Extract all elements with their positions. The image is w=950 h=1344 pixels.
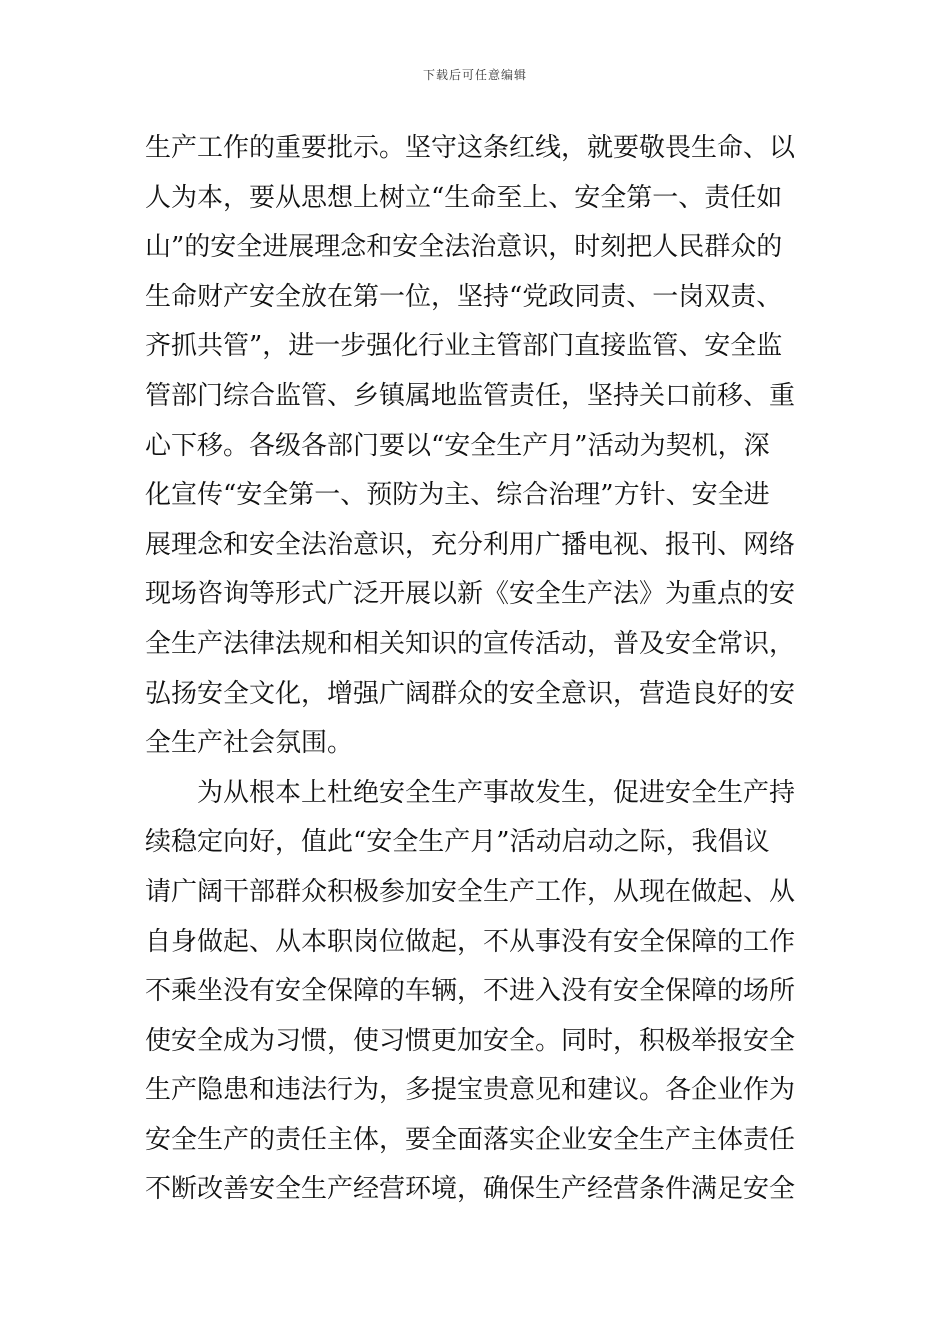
- text-line: 生产隐患和违法行为，多提宝贵意见和建议。各企业作为: [145, 1075, 796, 1106]
- text-line: 现场咨询等形式广泛开展以新《安全生产法》为重点的安: [145, 579, 796, 610]
- text-line: 不乘坐没有安全保障的车辆，不进入没有安全保障的场所: [145, 976, 796, 1007]
- text-line: 生命财产安全放在第一位，坚持“党政同责、一岗双责、: [145, 281, 783, 312]
- text-line: 自身做起、从本职岗位做起，不从事没有安全保障的工作: [145, 926, 796, 957]
- text-line: 人为本，要从思想上树立“生命至上、安全第一、责任如: [145, 182, 783, 213]
- text-line: 全生产社会氛围。: [145, 728, 354, 759]
- text-line: 不断改善安全生产经营环境，确保生产经营条件满足安全: [145, 1174, 796, 1205]
- text-line: 为从根本上杜绝安全生产事故发生，促进安全生产持: [197, 777, 796, 808]
- text-line: 展理念和安全法治意识，充分利用广播电视、报刊、网络: [145, 529, 796, 560]
- text-line: 山”的安全进展理念和安全法治意识，时刻把人民群众的: [145, 232, 783, 263]
- text-line: 续稳定向好，值此“安全生产月”活动启动之际，我倡议: [145, 827, 770, 858]
- text-line: 管部门综合监管、乡镇属地监管责任，坚持关口前移、重: [145, 380, 796, 411]
- text-line: 化宣传“安全第一、预防为主、综合治理”方针、安全进: [145, 480, 770, 511]
- text-line: 请广阔干部群众积极参加安全生产工作，从现在做起、从: [145, 876, 796, 907]
- text-line: 安全生产的责任主体，要全面落实企业安全生产主体责任: [145, 1124, 796, 1155]
- text-line: 心下移。各级各部门要以“安全生产月”活动为契机，深: [145, 430, 770, 461]
- document-body: [145, 124, 810, 1215]
- header-note: 下载后可任意编辑: [422, 68, 527, 82]
- text-line: 使安全成为习惯，使习惯更加安全。同时，积极举报安全: [145, 1025, 796, 1056]
- text-line: 生产工作的重要批示。坚守这条红线，就要敬畏生命、以: [145, 133, 796, 163]
- text-line: 齐抓共管”，进一步强化行业主管部门直接监管、安全监: [145, 331, 783, 362]
- text-line: 全生产法律法规和相关知识的宣传活动，普及安全常识，: [145, 628, 796, 659]
- text-line: 弘扬安全文化，增强广阔群众的安全意识，营造良好的安: [145, 678, 796, 709]
